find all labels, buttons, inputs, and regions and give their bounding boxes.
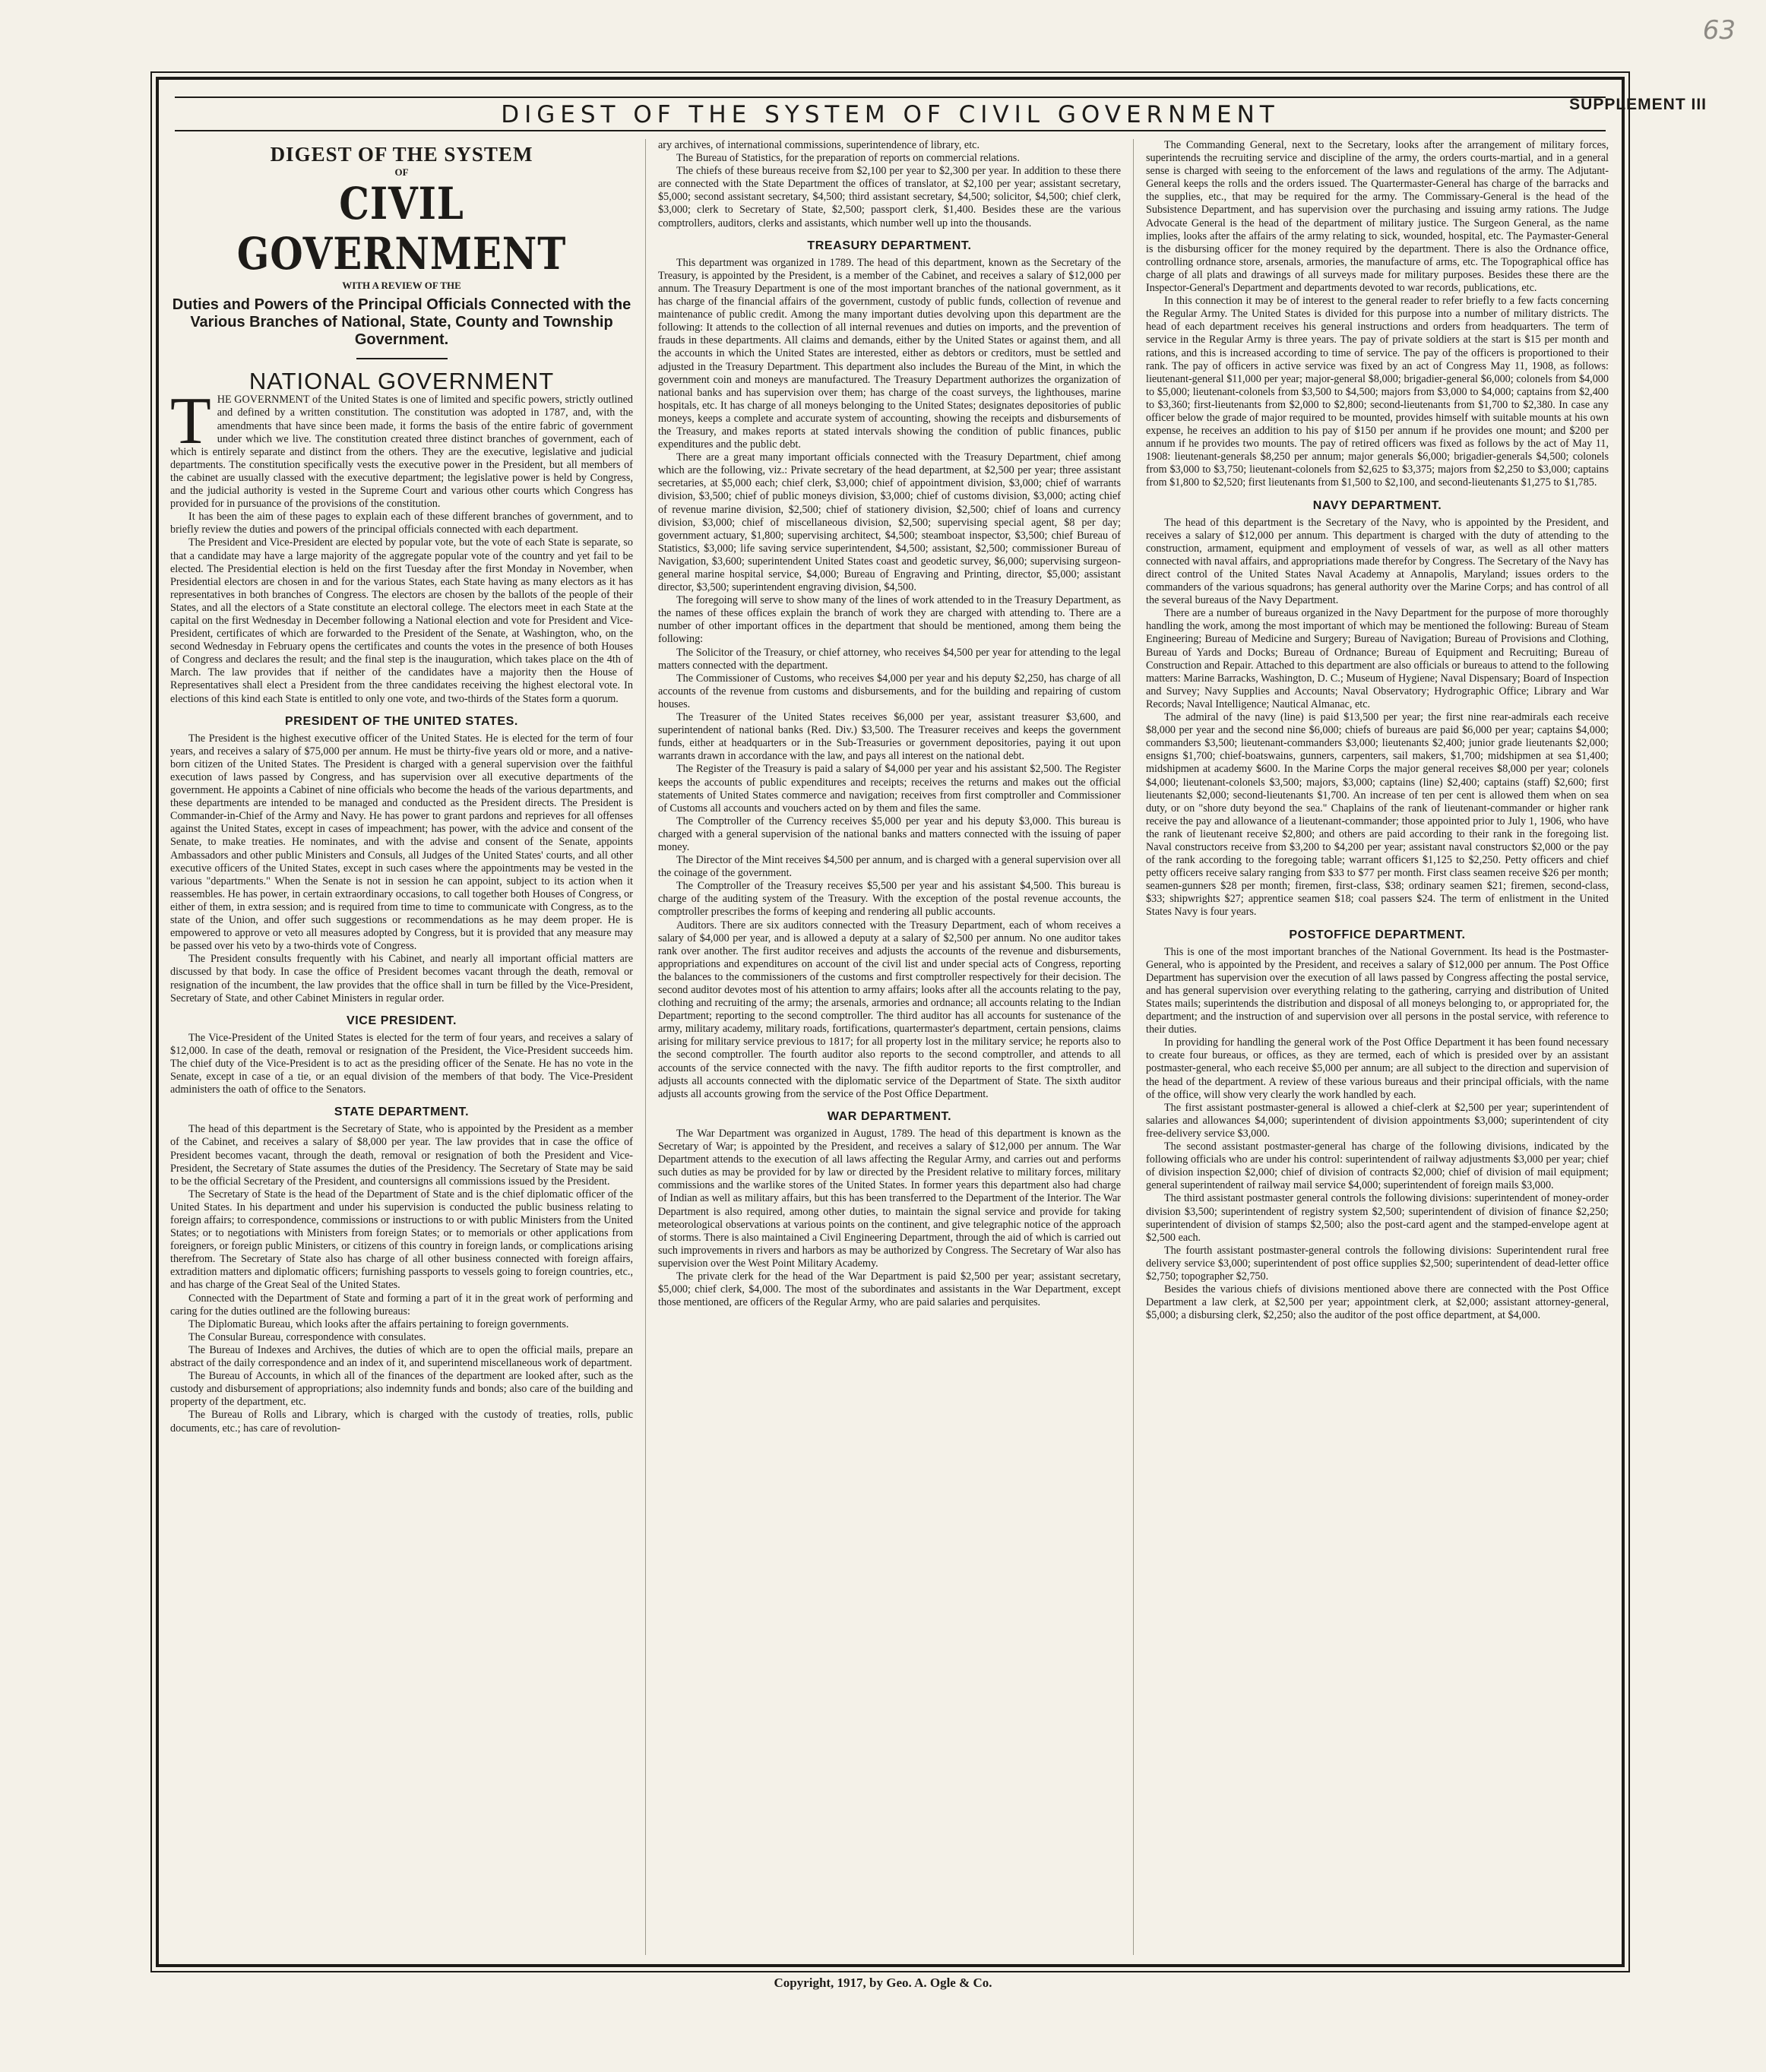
paragraph: This department was organized in 1789. The head of this department, known as the Secretary of the Treasury, is appointed by the President, is a member of the Cabinet, and receives a salary of $12,000 per annum. The Treasury Department is one of the most important branches of the national government, as it has charge of the financial affairs of the government, custody of public funds, collection of revenue and maintenance of public credit. Among the many important duties devolving upon this department are the following: It attends to the collection of all internal revenues and duties on imports, and the prevention of frauds in these departments. All claims and demands, either by the United States or against them, and all the accounts in which the United States are interested, either as debtors or creditors, must be settled and adjusted in the Treasury Department. This department also includes the Bureau of the Mint, in which the government coin and moneys are manufactured. The Treasury Department authorizes the organization of national banks and has supervision over them; has charge of the coast surveys, the lighthouses, marine hospitals, etc. It has charge of all moneys belonging to the United States; designates depositories of public moneys, keeps a complete and accurate system of accounting, showing the receipts and disbursements of the Treasury, and makes reports at stated intervals showing the condition of public finances, public expenditures and the public debt.	[658, 256, 1121, 451]
banner-rule-bottom	[175, 130, 1606, 131]
paragraph: The third assistant postmaster general controls the following divisions: superintendent of money-order division $3,500; superintendent of registry system $2,500; superintendent of division of finance $2,250; superintendent of division of stamps $2,500; also the post-card agent and the stamped-envelope agent at $2,500 each.	[1146, 1192, 1609, 1244]
paragraph: The Bureau of Indexes and Archives, the duties of which are to open the official mails, prepare an abstract of the daily correspondence and an index of it, and superintend miscellaneous work of department.	[170, 1343, 633, 1370]
title-subtitle: Duties and Powers of the Principal Officials Connected with the Various Branches of National, State, County and Township Government.	[172, 296, 631, 349]
paragraph: The admiral of the navy (line) is paid $13,500 per year; the first nine rear-admirals each receive $8,000 per year and the second nine $6,000; chiefs of bureaus are paid $6,000 per year; captains $4,000; commanders $3,500; lieutenant-commanders $3,000; lieutenants $2,400; junior grade lieutenants $2,000; ensigns $1,700; chief-boatswains, gunners, carpenters, sail makers, $1,700; midshipmen at sea $1,400; midshipmen at academy $600. In the Marine Corps the major general receives $8,000 per year; colonels $4,000; lieutenant-colonels $3,500; majors, $3,000; captains (line) $2,400; captains (staff) $2,600; first lieutenants $2,000; second-lieutenants $1,700. An increase of ten per cent is allowed them when on sea duty, or on "shore duty beyond the sea." Chaplains of the rank of lieutenant-commander or higher rank receive the pay and allowance of a lieutenant-commander; those appointed prior to July 1, 1906, who have the rank of lieutenant receive $2,800; and others are paid according to their rank in the foregoing list. Naval constructors receive from $3,200 to $4,200 per year; assistant naval constructors $2,000 or the pay of the rank according to the foregoing table; warrant officers $1,125 to $2,250. Petty officers and chief petty officers receive salary ranging from $33 to $77 per month. First class seamen receive $26 per month; seamen-gunners $28 per month; firemen, first-class, $38; ordinary seamen $21; firemen, second-class, $33; shipwrights $27; apprentice seamen $18; coal passers $24. The term of enlistment in the United States Navy is four years.	[1146, 711, 1609, 919]
title-main: CIVIL GOVERNMENT	[236, 178, 567, 280]
column-2	[645, 139, 1121, 1955]
paragraph: The second assistant postmaster-general has charge of the following divisions, indicated by the following officials who are under his control: superintendent of railway adjustments $3,000 per year; chief of division inspection $2,000; chief of division of contracts $2,000; chief of division of mail equipment; general superintendent of railway mail service $4,000; superintendent of foreign mails $3,000.	[1146, 1140, 1609, 1192]
supplement-label: SUPPLEMENT III	[1569, 96, 1707, 113]
paragraph: In this connection it may be of interest to the general reader to refer briefly to a few facts concerning the Regular Army. The United States is divided for this purpose into a number of military districts. The head of each department receives his general instructions and orders from headquarters. The term of service in the Regular Army is three years. The pay of private soldiers at the start is $15 per month and rations, and this is increased according to time of service. The pay of the officers is proportioned to their rank. The pay of officers in active service was fixed by an act of Congress May 11, 1908, as follows: lieutenant-general $11,000 per year; major-general $8,000; brigadier-general $6,000; colonels from $4,000 to $5,000; lieutenant-colonels from $3,500 to $4,500; majors from $3,000 to $4,000; captains from $2,400 to $3,360; first-lieutenants from $2,000 to $2,800; second-lieutenants from $1,700 to $2,380. In case any officer below the grade of major required to be mounted, provides himself with suitable mounts at his own expense, he receives an addition to his pay of $150 per annum if he provides one mount; and $200 per annum if he provides two mounts. The pay of retired officers was fixed as follows by the act of May 11, 1908: lieutenant-generals $8,250 per annum; major generals $6,000; brigadier-generals $4,500; colonels from $3,000 to $3,750; lieutenant-colonels from $2,625 to $3,375; majors from $2,250 to $3,000; captains from $1,800 to $2,520; first lieutenants from $1,500 to $2,100, and second-lieutenants $1,275 to $1,785.	[1146, 295, 1609, 489]
paragraph: Connected with the Department of State and forming a part of it in the great work of performing and caring for the duties outlined are the following bureaus:	[170, 1292, 633, 1318]
paragraph: The head of this department is the Secretary of the Navy, who is appointed by the President, and receives a salary of $12,000 per annum. This department is charged with the duty of attending to the construction, armament, equipment and employment of vessels of war, as well as all other matters connected with naval affairs, and appropriations made therefor by Congress. The Secretary of the Navy has direct control of the United States Naval Academy at Annapolis, Maryland; issues orders to the commanders of the various squadrons; has general authority over the Marine Corps; and has control of all the several bureaus of the Navy Department.	[1146, 516, 1609, 607]
paragraph: The President consults frequently with his Cabinet, and nearly all important official matters are discussed by that body. In case the office of President becomes vacant through the death, removal or resignation of the incumbent, the law provides that the office shall in turn be filled by the Vice-President, Secretary of State, and other Cabinet Ministers in regular order.	[170, 953, 633, 1004]
title-line-1: DIGEST OF THE SYSTEM	[270, 143, 533, 166]
paragraph: The Vice-President of the United States is elected for the term of four years, and receives a salary of $12,000. In case of the death, removal or resignation of the President, the Vice-President succeeds him. The chief duty of the Vice-President is to act as the presiding officer of the Senate. He has no vote in the Senate, except in case of a tie, or an equal division of the members of that body. The Vice-President administers the oath of office to the Senators.	[170, 1031, 633, 1096]
paragraph: The private clerk for the head of the War Department is paid $2,500 per year; assistant secretary, $5,000; chief clerk, $4,000. The most of the subordinates and assistants in the War Department, except those mentioned, are officers of the Regular Army, who are paid salaries and perquisites.	[658, 1270, 1121, 1309]
paragraph: The President and Vice-President are elected by popular vote, but the vote of each State is separate, so that a candidate may have a large majority of the aggregate popular vote of the country and yet fail to be elected. The Presidential election is held on the first Tuesday after the first Monday in November, when Presidential electors are chosen in and for the various States, each State having as many electors as it has representatives in both branches of Congress. The electors are chosen by the ballots of the people of their States, and all the electors of a State constitute an electoral college. The electors meet in each State at the capital on the first Wednesday in December following a National election and vote for President and Vice-President, certificates of which are forwarded to the President of the Senate, at Washington, who, on the second Wednesday in February opens the certificates and counts the votes in the presence of both Houses of Congress and declares the result; and the final step is the inauguration, which takes place on the 4th of March. The law provides that if neither of the candidates have a majority then the House of Representatives shall elect a President from the three candidates receiving the highest electoral vote. In elections of this kind each State is entitled to only one vote, and two-thirds of the States form a quorum.	[170, 536, 633, 705]
copyright-line: Copyright, 1917, by Geo. A. Ogle & Co.	[774, 1976, 992, 1990]
paragraph: The fourth assistant postmaster-general controls the following divisions: Superintendent rural free delivery service $3,000; superintendent of post office supplies $2,500; superintendent of dead-letter office $2,750; topographer $2,750.	[1146, 1244, 1609, 1283]
paragraph: The Register of the Treasury is paid a salary of $4,000 per year and his assistant $2,500. The Register keeps the accounts of public expenditures and receipts; receives the returns and makes out the official statements of United States commerce and navigation; receives from first comptroller and Commissioner of Customs all accounts and vouchers acted on by them and files the same.	[658, 763, 1121, 815]
title-block	[170, 143, 633, 349]
title-rule	[356, 358, 448, 359]
paragraph: This is one of the most important branches of the National Government. Its head is the Postmaster-General, who is appointed by the President, and receives a salary of $12,000 per annum. The Post Office Department has supervision over the execution of all laws passed by Congress affecting the postal service, and has general supervision over everything relating to the gathering, carrying and distribution of United States mails; superintends the distribution and disposal of all moneys belonging to, or appropriated for, the department; and the instruction of and supervision over all persons in the postal service, with reference to their duties.	[1146, 945, 1609, 1036]
paragraph: The War Department was organized in August, 1789. The head of this department is known as the Secretary of War; is appointed by the President, and receives a salary of $12,000 per annum. The War Department attends to the execution of all laws affecting the Regular Army, and carries out and performs such duties as may be provided for by law or directed by the President relative to military forces, military commissions and the warlike stores of the United States. In former years this department also had charge of Indian as well as military affairs, but this has been transferred to the Department of the Interior. The War Department is also required, among other duties, to maintain the signal service and provide for taking meteorological observations at various points on the continent, and give telegraphic notice of the approach of storms. There is also maintained a Civil Engineering Department, through the aid of which is carried out such improvements in rivers and harbors as may be authorized by Congress. The Secretary of War also has supervision over the West Point Military Academy.	[658, 1127, 1121, 1270]
paragraph: The Commanding General, next to the Secretary, looks after the arrangement of military forces, superintends the recruiting service and discipline of the army, the orders courts-martial, and in a general sense is charged with seeing to the enforcement of the laws and regulations of the army. The Adjutant-General keeps the rolls and the orders issued. The Quartermaster-General has charge of the barracks and the supplies, etc., that may be required for the army. The Commissary-General is the head of the Subsistence Department, and has supervision over the purchasing and issuing army rations. The Judge Advocate General is the head of the department of military justice. The Surgeon General, as the name implies, looks after the affairs of the army relating to sick, wounded, hospital, etc. The Paymaster-General is the disbursing officer for the money required by the department. There is also the Ordnance office, controlling ordnance store, arsenals, armories, the manufacture of arms, etc. The Topographical office has charge of all plats and drawings of all surveys made for military purposes. Besides these there are the Inspector-General's Department and departments devoted to war records, publications, etc.	[1146, 139, 1609, 295]
heading-national-government: NATIONAL GOVERNMENT	[248, 368, 555, 395]
drop-cap: T	[170, 384, 211, 459]
paragraph: There are a number of bureaus organized in the Navy Department for the purpose of more thoroughly handling the work, among the most important of which may be mentioned the following: Bureau of Steam Engineering; Bureau of Medicine and Surgery; Bureau of Navigation; Bureau of Provisions and Clothing, Bureau of Yards and Docks; Bureau of Ordnance; Bureau of Equipment and Recruiting; Bureau of Construction and Repair. Attached to this department are also officials or bureaus to attend to the following matters: Marine Barracks, Washington, D. C.; Museum of Hygiene; Naval Dispensary; Board of Inspection and Survey; Navy Supplies and Accounts; Naval Observatory; Hydrographic Office; Library and War Records; Naval Intelligence; Nautical Almanac, etc.	[1146, 607, 1609, 710]
banner-rule-top	[175, 96, 1606, 98]
paragraph: Besides the various chiefs of divisions mentioned above there are connected with the Post Office Department a law clerk, at $2,500 per year; appointment clerk, at $2,000; assistant attorney-general, $5,000; a disbursing clerk, $2,250; also the auditor of the post office department, at $4,000.	[1146, 1283, 1609, 1322]
article-columns	[170, 139, 1609, 1955]
pencil-page-number: 63	[1702, 15, 1736, 46]
heading-postoffice-department: POSTOFFICE DEPARTMENT.	[1289, 928, 1466, 941]
paragraph: The Comptroller of the Currency receives $5,000 per year and his deputy $3,000. This bureau is charged with a general supervision of the national banks and matters connected with the issuing of paper money.	[658, 815, 1121, 853]
paragraph: The Bureau of Statistics, for the preparation of reports on commercial relations.	[676, 152, 1020, 165]
title-line-2: OF	[394, 166, 409, 179]
paragraph: The Commissioner of Customs, who receives $4,000 per year and his deputy $2,250, has charge of all accounts of the revenue from customs and disbursements, and for the building and repairing of custom houses.	[658, 672, 1121, 710]
paragraph: ary archives, of international commissions, superintendence of library, etc.	[658, 139, 980, 151]
paragraph: The President is the highest executive officer of the United States. He is elected for the term of four years, and receives a salary of $75,000 per annum. He must be thirty-five years old or more, and a native-born citizen of the United States. The President is charged with a general supervision over the faithful execution of laws passed by Congress, and has supervision over all executive departments of the government. He appoints a Cabinet of nine officials who become the heads of the various departments, and these departments are intended to be managed and conducted as the President directs. The President is Commander-in-Chief of the Army and Navy. He has power to grant pardons and reprieves for all offenses against the United States, except in cases of impeachment; has power, with the advice and consent of the Senate, to make treaties. He nominates, and with the advise and consent of the Senate, appoints Ambassadors and other public Ministers and Consuls, all Judges of the United States' courts, and all other executive officers of the United States, except in such cases where the appointments may be vested in the various "departments." When the Senate is not in session he can appoint, subject to its action when it reassembles. He has power, in certain extraordinary occasions, to call together both Houses of Congress, or either of them, in extra session; and is required from time to time to communicate with Congress, as to the state of the Union, and offer such suggestions or recommendations as he may deem proper. He is empowered to approve or veto all measures adopted by Congress, but it is provided that any measure may be passed over his veto by a two-thirds vote of Congress.	[170, 732, 633, 953]
paragraph: The Solicitor of the Treasury, or chief attorney, who receives $4,500 per year for attending to the legal matters connected with the department.	[658, 646, 1121, 672]
paragraph: The Consular Bureau, correspondence with consulates.	[188, 1330, 426, 1343]
paragraph: It has been the aim of these pages to explain each of these different branches of government, and to briefly review the duties and powers of the principal officials connected with each department.	[170, 511, 633, 536]
paragraph: The Bureau of Accounts, in which all of the finances of the department are looked after, such as the custody and disbursement of appropriations; also indemnity funds and bonds; also care of the building and property of the department, etc.	[170, 1370, 633, 1409]
column-3	[1133, 139, 1609, 1955]
paragraph: Auditors. There are six auditors connected with the Treasury Department, each of whom receives a salary of $4,000 per year, and is allowed a deputy at a salary of $2,500 per annum. No one auditor takes rank over another. The first auditor receives and adjusts the accounts of the revenue and disbursements, appropriations and expenditures on account of the civil list and under special acts of Congress, reporting the balances to the commissioners of the customs and first comptroller respectively for their decision. The second auditor devotes most of his attention to army affairs; looks after all the accounts relating to the pay, clothing and recruiting of the army; the arsenals, armories and ordnance; all accounts relating to the Indian Department; reporting to the second comptroller. The third auditor has all accounts for sustenance of the army, military academy, military roads, fortifications, quartermaster's department, certain pensions, claims arising for military service previous to 1817; for all property lost in the military service; he reports also to the second comptroller. The fourth auditor also reports to the second comptroller, and attends to all accounts of the service connected with the navy. The fifth auditor reports to the first comptroller, and adjusts all accounts connected with the diplomatic service of the Department of State. The sixth auditor adjusts all accounts growing from the service of the Post Office Department.	[658, 919, 1121, 1100]
title-line-4: WITH A REVIEW OF THE	[342, 280, 461, 292]
paragraph: The Bureau of Rolls and Library, which is charged with the custody of treaties, rolls, public documents, etc.; has care of revolution-	[170, 1409, 633, 1435]
heading-war-department: WAR DEPARTMENT.	[827, 1109, 952, 1123]
paragraph: The Secretary of State is the head of the Department of State and is the chief diplomatic officer of the United States. In his department and under his supervision is conducted the public business relating to foreign affairs; to correspondence, commissions or instructions to or with public Ministers from the United States; or to negotiations with Ministers from foreign States; or to memorials or other applications from foreigners, or foreign public Ministers, or citizens of this country in foreign lands, or complications arising therefrom. The Secretary of State also has charge of all other business connected with foreign affairs, extradition matters and diplomatic officers; furnishing passports to vessels going to foreign countries, etc., and has charge of the Great Seal of the United States.	[170, 1188, 633, 1292]
paragraph: The Treasurer of the United States receives $6,000 per year, assistant treasurer $3,600, and superintendent of national banks (Red. Div.) $3,500. The Treasurer receives and keeps the government funds, either at headquarters or in the Sub-Treasuries or government depositories, paying it out upon warrants drawn in accordance with the law, and pays all interest on the national debt.	[658, 711, 1121, 763]
paragraph: The foregoing will serve to show many of the lines of work attended to in the Treasury Department, as the names of these offices explain the branch of work they are charged with attending to. There are a number of other important offices in the department that should be mentioned, among them being the following:	[658, 594, 1121, 646]
paragraph: In providing for handling the general work of the Post Office Department it has been found necessary to create four bureaus, or offices, as they are termed, each of which is presided over by an assistant postmaster-general, who each receive $5,000 per annum; are all subject to the direction and supervision of the head of the department. A review of these various bureaus and their principal officials, with the name of the office, will show very clearly the work handled by each.	[1146, 1036, 1609, 1101]
paragraph: There are a great many important officials connected with the Treasury Department, chief among which are the following, viz.: Private secretary of the head department, at $2,500 per year; three assistant secretaries, at $5,000 each; chief clerk, $3,000; chief of appointment division, $3,000; chief of warrants division, $3,500; chief of public moneys division, $3,000; chief of customs division, $3,000; acting chief of revenue marine division, $2,500; chief of stationery division, $2,500; chief of loans and currency division, $3,000; chief of miscellaneous division, $2,500; supervising special agent, $8 per day; government actuary, $1,800; supervising architect, $4,500; steamboat inspector, $3,500; chief Bureau of Statistics, $3,000; life saving service superintendent, $4,500; assistant, $2,500; commissioner Bureau of Navigation, $3,600; superintendent United States coast and geodetic survey, $6,000; supervising surgeon-general marine hospital service, $4,000; Bureau of Engraving and Printing, director, $5,000; assistant director, $3,500; superintendent engraving division, $4,500.	[658, 451, 1121, 594]
banner-title: DIGEST OF THE SYSTEM OF CIVIL GOVERNMENT	[501, 101, 1280, 128]
paragraph: The chiefs of these bureaus receive from $2,100 per year to $2,300 per year. In addition to these there are connected with the State Department the offices of translator, at $2,100 per year; assistant secretary, $5,000; second assistant secretary, $4,500; third assistant secretary, $4,500; solicitor, $4,500; chief clerk, $3,000; clerk to Secretary of State, $2,500; passport clerk, $1,400. Besides these are the various comptrollers, auditors, clerks and assistants, which number well up into the thousands.	[658, 165, 1121, 229]
heading-president: PRESIDENT OF THE UNITED STATES.	[285, 714, 518, 728]
paragraph: The Director of the Mint receives $4,500 per annum, and is charged with a general supervision over all the coinage of the government.	[658, 854, 1121, 880]
column-1	[170, 139, 633, 1955]
heading-treasury-department: TREASURY DEPARTMENT.	[807, 239, 972, 252]
paragraph: The Comptroller of the Treasury receives $5,500 per year and his assistant $4,500. This bureau is charge of the auditing system of the Treasury. With the exception of the postal revenue accounts, the comptroller prescribes the forms of keeping and rendering all public accounts.	[658, 880, 1121, 919]
paragraph: The Diplomatic Bureau, which looks after the affairs pertaining to foreign governments.	[188, 1318, 569, 1330]
heading-vice-president: VICE PRESIDENT.	[346, 1014, 457, 1027]
paragraph: The first assistant postmaster-general is allowed a chief-clerk at $2,500 per year; superintendent of salaries and allowances $4,000; superintendent of division appointments $3,000; superintendent of city free-delivery service $3,000.	[1146, 1101, 1609, 1140]
heading-navy-department: NAVY DEPARTMENT.	[1312, 498, 1442, 512]
heading-state-department: STATE DEPARTMENT.	[334, 1106, 470, 1119]
paragraph: HE GOVERNMENT of the United States is one of limited and specific powers, strictly outlined and defined by a written constitution. The constitution was adopted in 1787, and, with the amendments that have since been made, it forms the basis of the entire fabric of government under which we live. The constitution created three distinct branches of government, each of which is entirely separate and distinct from the others. They are the executive, legislative and judicial departments. The constitution specifically vests the executive power in the President, but all members of the cabinet are usually classed with the executive department; the legislative power is held by Congress, and the judicial authority is vested in the Supreme Court and various other courts which Congress has provided for in pursuance of the provisions of the constitution.	[170, 394, 633, 511]
paragraph: The head of this department is the Secretary of State, who is appointed by the President as a member of the Cabinet, and receives a salary of $8,000 per year. The law provides that in case the office of President becomes vacant, through the death, removal or resignation of both the President and Vice-President, the Secretary of State assumes the duties of the Presidency. The Secretary of State may be said to be the official Secretary of the President, and countersigns all commissions issued by the President.	[170, 1123, 633, 1188]
